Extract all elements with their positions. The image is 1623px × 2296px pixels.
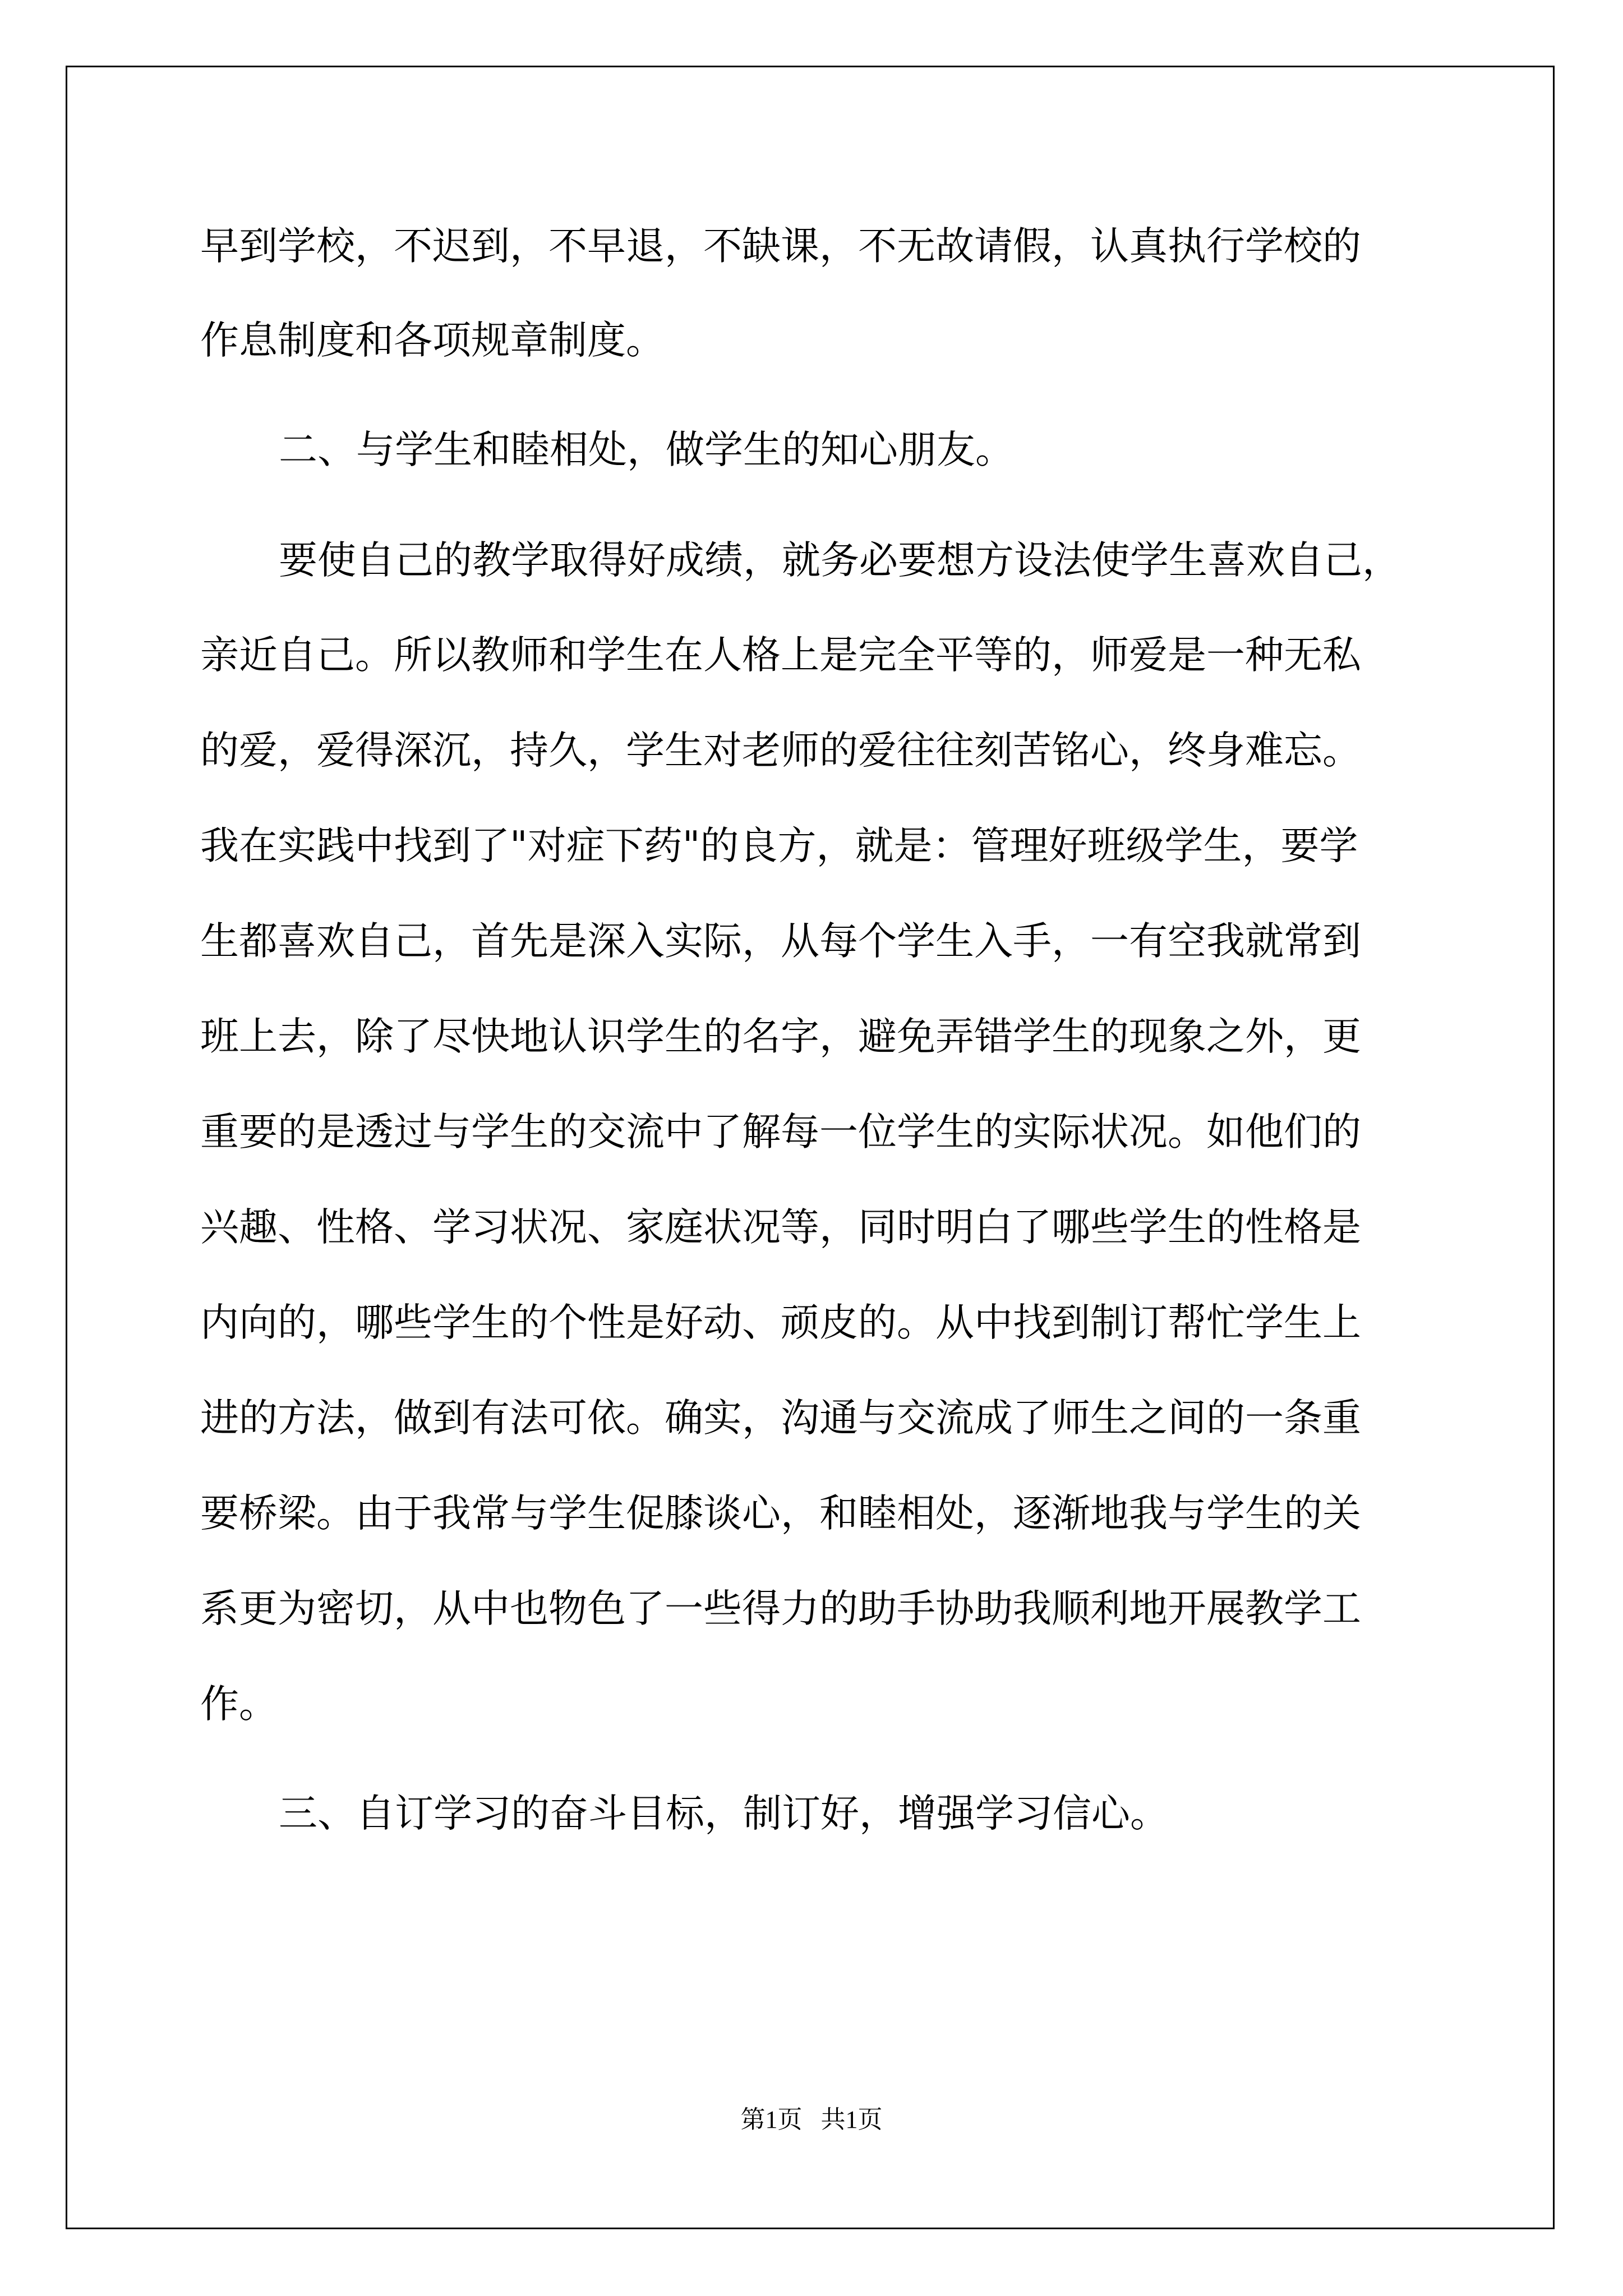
text-line: 作息制度和各项规章制度。 <box>200 318 665 363</box>
text-line: 亲近自己。所以教师和学生在人格上是完全平等的，师爱是一种无私 <box>200 633 1361 678</box>
paragraph-start: 要使自己的教学取得好成绩，就务必要想方设法使学生喜欢自己， <box>279 538 1401 583</box>
section-heading: 三、自订学习的奋斗目标，制订好，增强学习信心。 <box>279 1791 1169 1836</box>
text-line: 系更为密切，从中也物色了一些得力的助手协助我顺利地开展教学工 <box>200 1586 1361 1631</box>
text-line: 我在实践中找到了"对症下药"的良方，就是：管理好班级学生，要学 <box>200 823 1358 868</box>
text-line: 的爱，爱得深沉，持久，学生对老师的爱往往刻苦铭心，终身难忘。 <box>200 728 1361 773</box>
text-line: 内向的，哪些学生的个性是好动、顽皮的。从中找到制订帮忙学生上 <box>200 1300 1361 1345</box>
text-line: 早到学校，不迟到，不早退，不缺课，不无故请假，认真执行学校的 <box>200 224 1361 269</box>
page-number-footer: 第1页 共1页 <box>740 2106 883 2133</box>
text-line: 生都喜欢自己，首先是深入实际，从每个学生入手，一有空我就常到 <box>200 919 1361 964</box>
text-line: 进的方法，做到有法可依。确实，沟通与交流成了师生之间的一条重 <box>200 1396 1361 1441</box>
text-line: 班上去，除了尽快地认识学生的名字，避免弄错学生的现象之外，更 <box>200 1014 1361 1059</box>
text-line: 兴趣、性格、学习状况、家庭状况等，同时明白了哪些学生的性格是 <box>200 1205 1361 1250</box>
section-heading: 二、与学生和睦相处，做学生的知心朋友。 <box>279 427 1014 472</box>
text-line: 作。 <box>200 1682 278 1727</box>
text-line: 重要的是透过与学生的交流中了解每一位学生的实际状况。如他们的 <box>200 1110 1361 1154</box>
text-line: 要桥梁。由于我常与学生促膝谈心，和睦相处，逐渐地我与学生的关 <box>200 1491 1361 1536</box>
